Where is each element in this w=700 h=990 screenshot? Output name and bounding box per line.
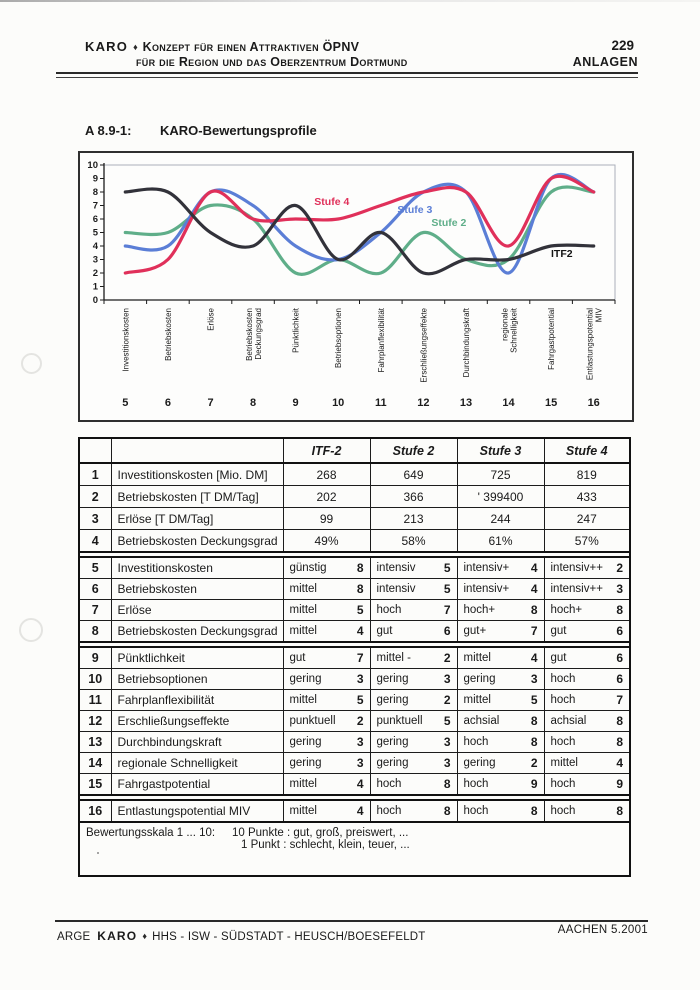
rating-score: 2 xyxy=(443,693,451,707)
value-cell: 649 xyxy=(370,463,457,486)
svg-text:10: 10 xyxy=(87,160,98,172)
rating-score: 7 xyxy=(443,603,451,617)
diamond-icon: ♦ xyxy=(142,931,148,941)
y-axis xyxy=(87,160,104,306)
rating-score: 8 xyxy=(616,603,623,617)
rating-score: 4 xyxy=(356,777,364,791)
rating-word: hoch+ xyxy=(550,604,583,616)
rating-score: 3 xyxy=(356,756,364,770)
rating-score: 4 xyxy=(530,651,538,665)
rating-score: 6 xyxy=(616,651,623,665)
rating-cell xyxy=(370,774,457,796)
rating-score: 8 xyxy=(443,804,451,818)
row-label: Entlastungspotential MIV xyxy=(111,800,283,822)
table-row xyxy=(79,800,630,822)
rating-score: 6 xyxy=(443,624,451,638)
rating-word: intensiv+ xyxy=(463,562,510,574)
rating-score: 4 xyxy=(616,756,623,770)
rating-score: 7 xyxy=(530,624,538,638)
rating-cell xyxy=(457,800,544,822)
rating-cell xyxy=(370,647,457,669)
rating-score: 4 xyxy=(356,804,364,818)
rating-cell xyxy=(370,800,457,822)
svg-text:Fahrplanflexibilität: Fahrplanflexibilität xyxy=(376,308,386,373)
table-row xyxy=(79,669,630,690)
rating-cell xyxy=(370,711,457,732)
rating-cell xyxy=(283,800,370,822)
table-row xyxy=(79,579,630,600)
row-label: Erlöse xyxy=(111,600,283,621)
rating-score: 2 xyxy=(443,651,451,665)
rating-score: 8 xyxy=(616,735,623,749)
rating-word: punktuell xyxy=(289,715,336,727)
value-cell: 57% xyxy=(544,530,630,553)
rating-cell xyxy=(283,600,370,621)
rating-word: mittel - xyxy=(376,652,411,664)
rating-score: 4 xyxy=(530,561,538,575)
rating-cell xyxy=(544,600,630,621)
rating-score: 8 xyxy=(356,582,364,596)
rating-word: punktuell xyxy=(376,715,423,727)
row-number: 1 xyxy=(79,463,111,486)
row-number: 13 xyxy=(79,732,111,753)
footer-rule xyxy=(55,920,648,922)
table-row xyxy=(79,690,630,711)
row-label: Erlöse [T DM/Tag] xyxy=(111,508,283,530)
table-row xyxy=(79,621,630,643)
rating-cell xyxy=(370,621,457,643)
svg-text:4: 4 xyxy=(92,241,98,253)
scale-note-row xyxy=(79,822,630,876)
column-header: Stufe 4 xyxy=(544,438,630,463)
footer-left xyxy=(57,929,426,943)
rating-word: mittel xyxy=(289,778,317,790)
rating-word: hoch xyxy=(463,778,489,790)
footer-prefix: ARGE xyxy=(57,931,91,943)
row-number: 7 xyxy=(79,600,111,621)
row-label: regionale Schnelligkeit xyxy=(111,753,283,774)
row-number: 11 xyxy=(79,690,111,711)
rating-word: günstig xyxy=(289,562,327,574)
rating-word: gering xyxy=(376,673,409,685)
rating-word: gering xyxy=(376,694,409,706)
svg-text:Investitionskosten: Investitionskosten xyxy=(121,308,131,372)
rating-score: 2 xyxy=(616,561,623,575)
footer-right: AACHEN 5.2001 xyxy=(557,924,648,936)
rating-score: 5 xyxy=(356,603,364,617)
rating-word: gering xyxy=(376,736,409,748)
rating-word: gut xyxy=(550,625,567,637)
series-label-itf2: ITF2 xyxy=(551,247,573,260)
rating-word: hoch xyxy=(376,778,402,790)
rating-score: 8 xyxy=(530,603,538,617)
svg-text:Pünktlichkeit: Pünktlichkeit xyxy=(291,308,301,353)
svg-text:9: 9 xyxy=(92,173,98,185)
rating-score: 8 xyxy=(443,777,451,791)
rating-cell xyxy=(544,711,630,732)
row-label: Fahrplanflexibilität xyxy=(111,690,283,711)
bewertungsprofile-chart xyxy=(78,151,634,422)
rating-word: gut xyxy=(376,625,393,637)
rating-score: 2 xyxy=(356,714,364,728)
hole-punch-bottom xyxy=(19,618,43,642)
diamond-icon: ♦ xyxy=(133,42,138,52)
rating-score: 3 xyxy=(356,735,364,749)
value-cell: 49% xyxy=(283,530,370,553)
rating-cell xyxy=(283,647,370,669)
rating-word: gering xyxy=(289,757,322,769)
scale-label: Bewertungsskala 1 ... 10: xyxy=(86,827,216,839)
rating-word: mittel xyxy=(289,625,317,637)
table-row xyxy=(79,463,630,486)
rating-score: 5 xyxy=(356,693,364,707)
rating-cell xyxy=(544,800,630,822)
rating-word: intensiv+ xyxy=(463,583,510,595)
rating-cell xyxy=(457,647,544,669)
rating-score: 3 xyxy=(443,672,451,686)
page-number: 229 xyxy=(611,38,634,53)
row-number: 8 xyxy=(79,621,111,643)
row-label: Fahrgastpotential xyxy=(111,774,283,796)
rating-cell xyxy=(544,621,630,643)
value-cell: 433 xyxy=(544,486,630,508)
rating-score: 5 xyxy=(443,582,451,596)
rating-word: gering xyxy=(463,673,496,685)
rating-cell xyxy=(283,669,370,690)
rating-word: gering xyxy=(376,757,409,769)
svg-text:EntlastungspotentialMIV: EntlastungspotentialMIV xyxy=(585,308,604,381)
svg-text:Fahrgastpotential: Fahrgastpotential xyxy=(547,308,557,370)
chart-svg xyxy=(80,153,632,420)
rating-cell xyxy=(457,732,544,753)
svg-text:9: 9 xyxy=(292,397,299,409)
rating-score: 4 xyxy=(530,582,538,596)
rating-cell xyxy=(283,732,370,753)
rating-cell xyxy=(283,579,370,600)
rating-score: 2 xyxy=(530,756,538,770)
bewertungs-table xyxy=(78,437,631,877)
rating-score: 3 xyxy=(443,756,451,770)
rating-cell xyxy=(544,774,630,796)
rating-word: intensiv xyxy=(376,562,416,574)
value-cell: 58% xyxy=(370,530,457,553)
row-number: 16 xyxy=(79,800,111,822)
header-title-line1: Konzept für einen Attraktiven ÖPNV xyxy=(142,40,360,54)
rating-word: mittel xyxy=(550,757,578,769)
rating-score: 3 xyxy=(356,672,364,686)
rating-cell xyxy=(544,753,630,774)
rating-word: hoch xyxy=(463,805,489,817)
rating-score: 6 xyxy=(616,624,623,638)
rating-word: hoch xyxy=(550,778,576,790)
svg-text:5: 5 xyxy=(122,397,129,409)
row-number: 6 xyxy=(79,579,111,600)
hole-punch-top xyxy=(21,353,42,374)
rating-word: gering xyxy=(463,757,496,769)
table-row xyxy=(79,600,630,621)
rating-score: 9 xyxy=(616,777,623,791)
rating-cell xyxy=(283,753,370,774)
rating-cell xyxy=(283,690,370,711)
rating-cell xyxy=(457,621,544,643)
rating-word: hoch xyxy=(550,694,576,706)
series-stufe-4 xyxy=(125,176,593,273)
scale-line2: 1 Punkt : schlecht, klein, teuer, ... xyxy=(241,839,410,851)
rating-score: 5 xyxy=(443,561,451,575)
svg-text:Betriebskosten: Betriebskosten xyxy=(163,308,173,361)
x-axis-labels xyxy=(121,307,603,382)
rating-word: achsial xyxy=(550,715,587,727)
svg-text:6: 6 xyxy=(92,214,98,226)
svg-text:13: 13 xyxy=(459,397,473,409)
rating-score: 8 xyxy=(530,804,538,818)
rating-cell xyxy=(370,669,457,690)
rating-score: 3 xyxy=(616,582,623,596)
rating-cell xyxy=(544,690,630,711)
rating-score: 5 xyxy=(443,714,451,728)
row-label: Investitionskosten xyxy=(111,557,283,579)
rating-cell xyxy=(457,753,544,774)
svg-text:0: 0 xyxy=(92,295,98,307)
rating-score: 6 xyxy=(616,672,623,686)
rating-word: intensiv++ xyxy=(550,583,603,595)
table-row xyxy=(79,530,630,553)
row-label: Betriebskosten Deckungsgrad xyxy=(111,530,283,553)
row-number: 2 xyxy=(79,486,111,508)
table-row xyxy=(79,753,630,774)
row-label: Erschließungseffekte xyxy=(111,711,283,732)
row-label: Durchbindungskraft xyxy=(111,732,283,753)
svg-text:14: 14 xyxy=(502,397,515,409)
rating-cell xyxy=(457,774,544,796)
rating-word: hoch xyxy=(550,805,576,817)
header-rule xyxy=(56,72,638,78)
rating-cell xyxy=(457,711,544,732)
column-header: Stufe 2 xyxy=(370,438,457,463)
figure-title: KARO-Bewertungsprofile xyxy=(160,123,317,138)
value-cell: 819 xyxy=(544,463,630,486)
svg-text:1: 1 xyxy=(92,281,98,293)
rating-word: hoch xyxy=(463,736,489,748)
svg-text:16: 16 xyxy=(587,397,600,409)
row-number: 5 xyxy=(79,557,111,579)
rating-word: hoch+ xyxy=(463,604,496,616)
svg-text:15: 15 xyxy=(544,397,558,409)
bewertungs-table-wrap xyxy=(78,437,631,877)
table-row xyxy=(79,711,630,732)
section-label: ANLAGEN xyxy=(572,55,638,69)
rating-cell xyxy=(283,774,370,796)
rating-word: hoch xyxy=(550,673,576,685)
rating-word: mittel xyxy=(289,694,317,706)
karo-logo: KARO xyxy=(97,929,138,943)
value-cell: 268 xyxy=(283,463,370,486)
rating-cell xyxy=(544,557,630,579)
row-label: Pünktlichkeit xyxy=(111,647,283,669)
svg-text:6: 6 xyxy=(164,397,171,409)
rating-word: hoch xyxy=(550,736,576,748)
rating-cell xyxy=(457,600,544,621)
rating-cell xyxy=(370,732,457,753)
svg-text:5: 5 xyxy=(92,227,98,239)
rating-cell xyxy=(544,647,630,669)
rating-word: gering xyxy=(289,673,322,685)
rating-score: 8 xyxy=(356,561,364,575)
row-number: 10 xyxy=(79,669,111,690)
svg-text:12: 12 xyxy=(417,397,430,409)
series-label-stufe-3: Stufe 3 xyxy=(397,203,433,216)
rating-word: intensiv xyxy=(376,583,416,595)
rating-word: intensiv++ xyxy=(550,562,603,574)
rating-cell xyxy=(544,579,630,600)
column-header: Stufe 3 xyxy=(457,438,544,463)
rating-word: hoch xyxy=(376,604,402,616)
rating-cell xyxy=(370,600,457,621)
rating-word: mittel xyxy=(463,694,491,706)
rating-word: mittel xyxy=(289,583,317,595)
rating-score: 8 xyxy=(616,804,623,818)
column-header: ITF-2 xyxy=(283,438,370,463)
svg-text:Durchbindungskraft: Durchbindungskraft xyxy=(462,308,471,378)
rating-score: 3 xyxy=(443,735,451,749)
svg-text:Erlöse: Erlöse xyxy=(206,308,216,331)
row-number: 12 xyxy=(79,711,111,732)
table-row xyxy=(79,732,630,753)
row-label: Betriebskosten Deckungsgrad xyxy=(111,621,283,643)
category-numbers xyxy=(122,397,600,409)
rating-cell xyxy=(457,690,544,711)
row-number: 3 xyxy=(79,508,111,530)
value-cell: 202 xyxy=(283,486,370,508)
rating-cell xyxy=(370,753,457,774)
svg-text:8: 8 xyxy=(249,397,257,409)
series-label-stufe-2: Stufe 2 xyxy=(431,216,467,229)
rating-word: hoch xyxy=(376,805,402,817)
svg-text:Erschließungseffekte: Erschließungseffekte xyxy=(419,308,429,383)
svg-text:7: 7 xyxy=(92,200,98,212)
row-label: Betriebskosten [T DM/Tag] xyxy=(111,486,283,508)
svg-text:BetriebskostenDeckungsgrad: BetriebskostenDeckungsgrad xyxy=(245,308,263,361)
rating-word: achsial xyxy=(463,715,500,727)
rating-cell xyxy=(283,621,370,643)
value-cell: 366 xyxy=(370,486,457,508)
value-cell: 61% xyxy=(457,530,544,553)
scan-edge-artifact xyxy=(0,0,700,2)
rating-word: gering xyxy=(289,736,322,748)
rating-cell xyxy=(544,732,630,753)
rating-cell xyxy=(283,557,370,579)
rating-score: 7 xyxy=(616,693,623,707)
rating-cell xyxy=(457,557,544,579)
rating-cell xyxy=(370,557,457,579)
table-row xyxy=(79,486,630,508)
rating-cell xyxy=(457,579,544,600)
series-stufe-3 xyxy=(125,174,593,273)
rating-word: gut+ xyxy=(463,625,487,637)
rating-word: gut xyxy=(289,652,306,664)
rating-cell xyxy=(370,690,457,711)
row-label: Investitionskosten [Mio. DM] xyxy=(111,463,283,486)
rating-score: 5 xyxy=(530,693,538,707)
footer-partners: HHS - ISW - SÜDSTADT - HEUSCH/BOESEFELDT xyxy=(152,931,426,943)
rating-score: 4 xyxy=(356,624,364,638)
svg-text:11: 11 xyxy=(374,397,387,409)
rating-score: 8 xyxy=(616,714,623,728)
rating-score: 9 xyxy=(530,777,538,791)
rating-word: mittel xyxy=(289,604,317,616)
rating-cell xyxy=(283,711,370,732)
rating-score: 8 xyxy=(530,735,538,749)
value-cell: 244 xyxy=(457,508,544,530)
table-header-row xyxy=(79,438,630,463)
row-number: 15 xyxy=(79,774,111,796)
svg-text:regionaleSchnelligkeit: regionaleSchnelligkeit xyxy=(500,308,519,353)
value-cell: 247 xyxy=(544,508,630,530)
rating-score: 7 xyxy=(356,651,364,665)
row-number: 9 xyxy=(79,647,111,669)
page-header-line1 xyxy=(85,39,359,54)
svg-text:7: 7 xyxy=(207,397,214,409)
karo-logo: KARO xyxy=(85,39,129,54)
rating-score: 8 xyxy=(530,714,538,728)
rating-cell xyxy=(544,669,630,690)
corner-cell xyxy=(79,438,111,463)
rating-score: 3 xyxy=(530,672,538,686)
svg-text:8: 8 xyxy=(92,187,98,199)
svg-text:Betriebsoptionen: Betriebsoptionen xyxy=(334,308,344,369)
row-label: Betriebskosten xyxy=(111,579,283,600)
value-cell: 213 xyxy=(370,508,457,530)
row-number: 4 xyxy=(79,530,111,553)
value-cell: 99 xyxy=(283,508,370,530)
header-title-line2: für die Region und das Oberzentrum Dortmund xyxy=(136,55,408,69)
x-axis xyxy=(104,300,615,304)
rating-cell xyxy=(457,669,544,690)
series-label-stufe-4: Stufe 4 xyxy=(314,195,350,208)
row-label: Betriebsoptionen xyxy=(111,669,283,690)
table-row xyxy=(79,557,630,579)
rating-word: mittel xyxy=(289,805,317,817)
figure-label: A 8.9-1: xyxy=(85,123,132,138)
table-row xyxy=(79,647,630,669)
table-row xyxy=(79,774,630,796)
scale-line1: 10 Punkte : gut, groß, preiswert, ... xyxy=(232,827,409,839)
rating-word: gut xyxy=(550,652,567,664)
rating-cell xyxy=(370,579,457,600)
rating-word: mittel xyxy=(463,652,491,664)
svg-text:3: 3 xyxy=(92,254,98,266)
table-row xyxy=(79,508,630,530)
value-cell: 725 xyxy=(457,463,544,486)
corner-cell xyxy=(111,438,283,463)
value-cell: ' 399400 xyxy=(457,486,544,508)
row-number: 14 xyxy=(79,753,111,774)
svg-text:2: 2 xyxy=(92,268,98,280)
svg-text:10: 10 xyxy=(332,397,345,409)
